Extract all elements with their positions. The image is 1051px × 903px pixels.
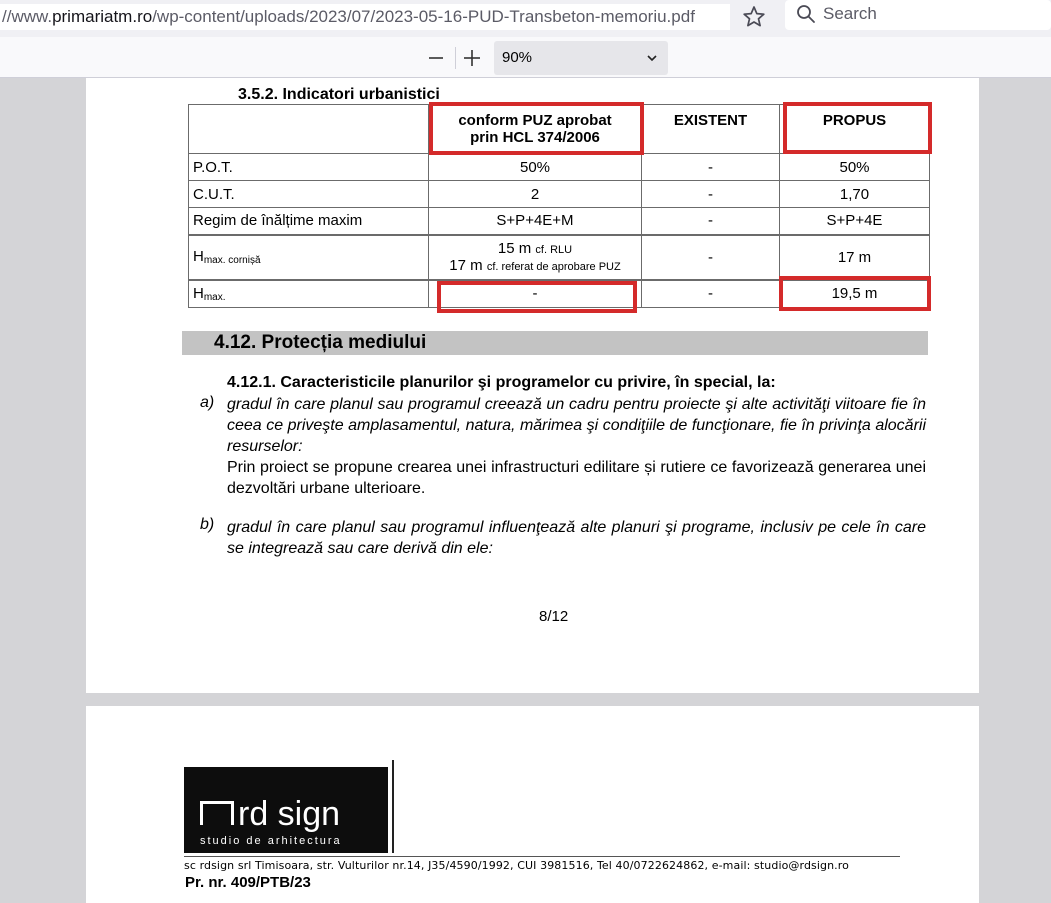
header-propus: PROPUS: [780, 105, 930, 154]
project-number: Pr. nr. 409/PTB/23: [185, 874, 311, 891]
cell-existent: -: [642, 208, 780, 235]
footer-address: sc rdsign srl Timisoara, str. Vulturilor nr.14, J35/4590/1992, CUI 3981516, Tel 40/0722624862, e-mail: studio@rdsign.ro: [184, 859, 849, 872]
cell-existent: -: [642, 181, 780, 208]
cell-puz: -: [429, 280, 642, 308]
subsection-heading-4121: 4.12.1. Caracteristicile planurilor şi programelor cu privire, în special, la:: [227, 374, 776, 391]
footer-rule: [184, 856, 900, 857]
logo-main-text: rd sign: [238, 795, 341, 833]
toolbar-separator: [455, 47, 456, 69]
highlight-box-puz-header: [429, 102, 644, 155]
list-item-a-body: Prin proiect se propune crearea unei infrastructuri edilitare și rutiere ce favorizează generarea unei dezvoltări urbane ulterioare.: [227, 459, 926, 497]
cell-puz: S+P+4E+M: [429, 208, 642, 235]
search-icon: [795, 3, 817, 25]
table-row: [189, 181, 930, 208]
table-row: [189, 235, 930, 280]
header-puz: conform PUZ aprobat prin HCL 374/2006: [429, 105, 642, 154]
pdf-toolbar: [0, 37, 1051, 78]
header-existent: EXISTENT: [642, 105, 780, 154]
search-placeholder: Search: [823, 4, 877, 23]
logo-divider: [392, 760, 394, 853]
header-empty: [189, 105, 429, 154]
zoom-in-icon[interactable]: [459, 45, 485, 71]
cell-propus: 19,5 m: [780, 280, 930, 308]
cell-propus: 50%: [780, 154, 930, 181]
section-heading-352: 3.5.2. Indicatori urbanistici: [238, 86, 440, 103]
search-box[interactable]: [785, 0, 1051, 30]
highlight-box-hmax-propus: [779, 276, 931, 311]
table-row: [189, 154, 930, 181]
list-item-b: gradul în care planul sau programul influenţează alte planuri şi programe, inclusiv pe cele în care se integrează sau care derivă din ele:: [227, 519, 926, 557]
row-label: C.U.T.: [189, 181, 429, 208]
address-field[interactable]: [0, 4, 730, 30]
list-marker: a): [200, 394, 215, 411]
cell-propus: 17 m: [780, 235, 930, 280]
cell-puz: 2: [429, 181, 642, 208]
cell-existent: -: [642, 280, 780, 308]
cell-propus: 1,70: [780, 181, 930, 208]
list-marker: b): [200, 516, 215, 533]
url-host: primariatm.ro: [52, 7, 153, 26]
cell-puz: 15 m cf. RLU 17 m cf. referat de aprobare PUZ: [429, 235, 642, 280]
chevron-down-icon: [646, 52, 658, 64]
bookmark-star-icon[interactable]: [740, 3, 768, 31]
cell-propus: S+P+4E: [780, 208, 930, 235]
url-prefix: //www.: [2, 7, 53, 26]
section-title: 4.12. Protecția mediului: [214, 332, 427, 353]
zoom-out-icon[interactable]: [423, 45, 449, 71]
logo-sub-text: studio de arhitectura: [200, 835, 342, 847]
row-label: Regim de înălțime maxim: [189, 208, 429, 235]
browser-url-bar: [0, 0, 1051, 37]
zoom-value: 90%: [502, 49, 533, 66]
page-number: 8/12: [539, 608, 569, 625]
table-row: [189, 208, 930, 235]
highlight-box-hmax-puz: [437, 281, 637, 313]
zoom-select[interactable]: [494, 41, 668, 75]
list-item-a: gradul în care planul sau programul creează un cadru pentru proiecte şi alte activităţi viitoare fie în ceea ce priveşte amplasamentul, natura, mărimea şi condiţiile de funcţionare, fie în privinţa alocării resurselor:: [227, 396, 926, 455]
rdsign-logo-icon: [184, 767, 388, 853]
url-path: /wp-content/uploads/2023/07/2023-05-16-PUD-Transbeton-memoriu.pdf: [152, 7, 695, 26]
cell-puz: 50%: [429, 154, 642, 181]
pdf-page-9: [86, 706, 979, 903]
row-label: $H_{max. cornișă}$: [189, 235, 429, 280]
section-heading-412: [182, 331, 928, 355]
cell-existent: -: [642, 154, 780, 181]
highlight-box-propus-header: [783, 102, 932, 154]
cell-existent: -: [642, 235, 780, 280]
row-label: P.O.T.: [189, 154, 429, 181]
row-label: $H_{max.}$: [189, 280, 429, 308]
company-logo: [184, 767, 388, 853]
pdf-page-8: [86, 78, 979, 693]
